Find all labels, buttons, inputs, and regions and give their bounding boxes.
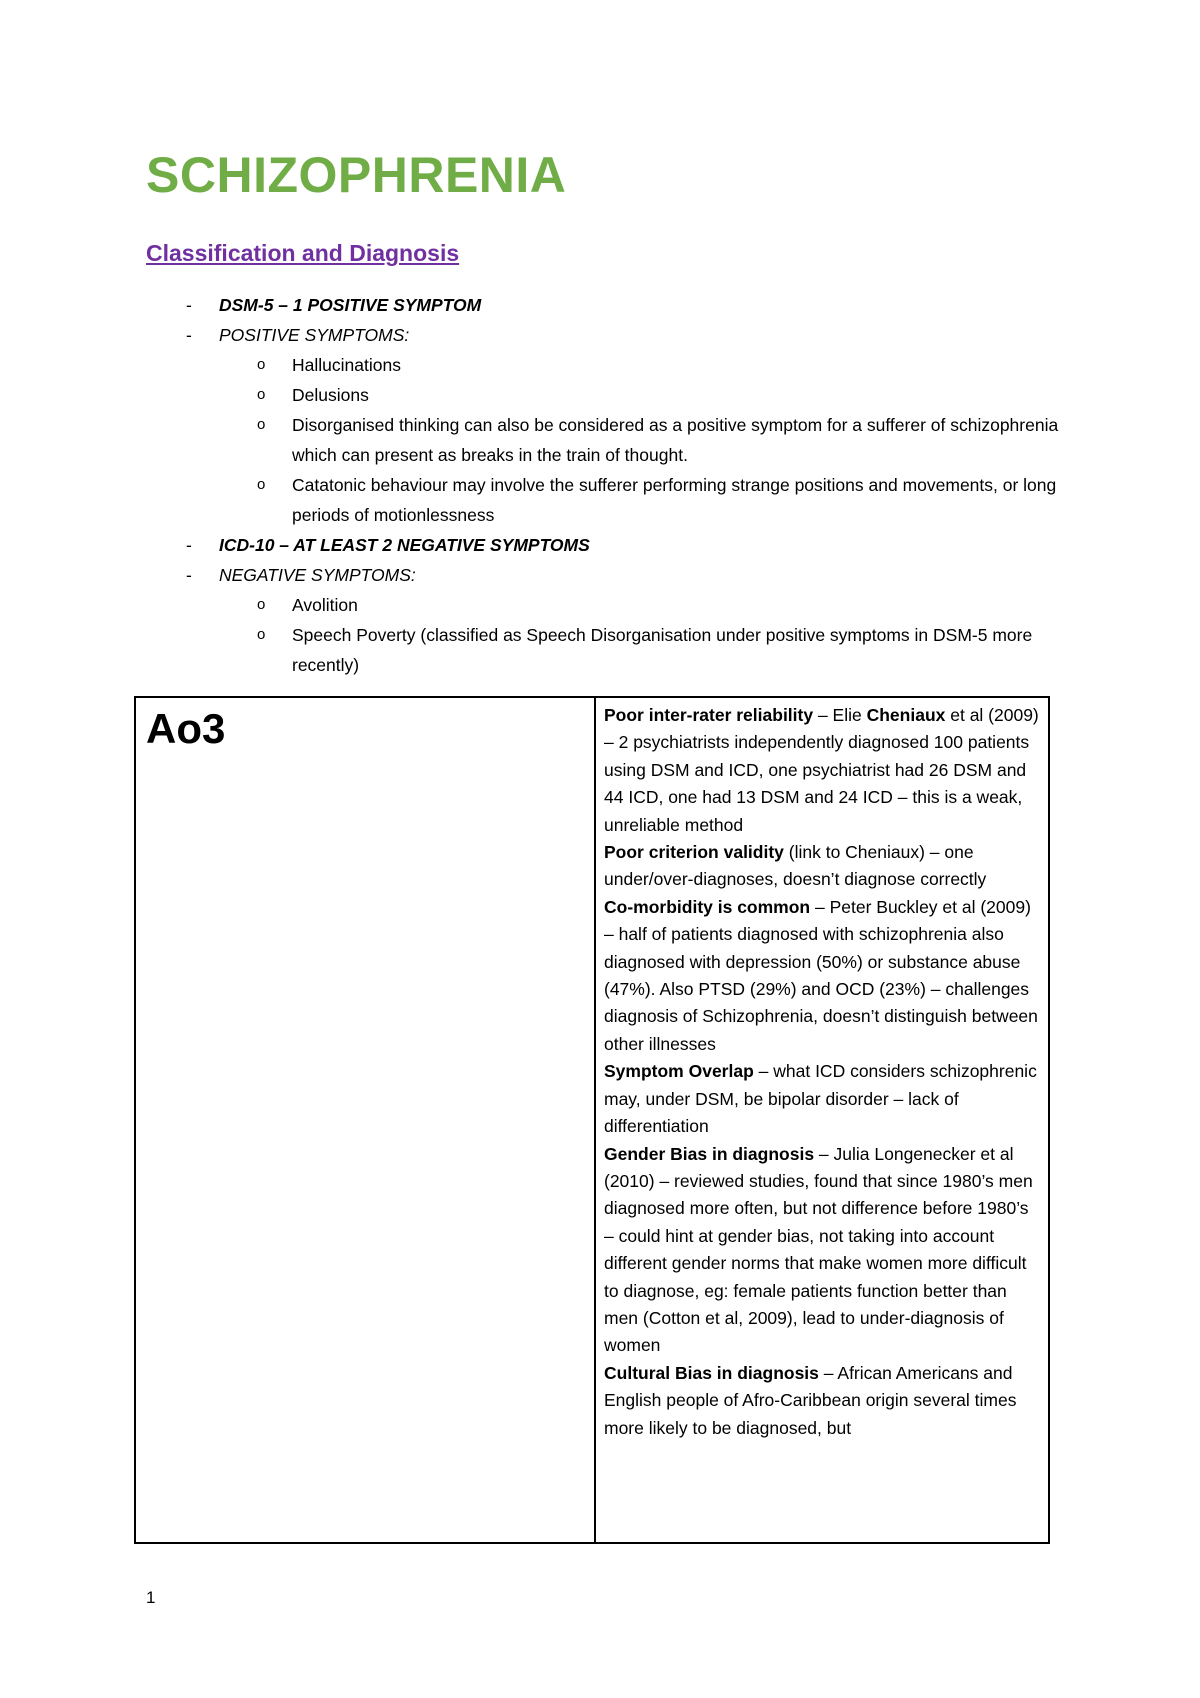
list-item bbox=[0, 380, 1200, 410]
evaluation-point bbox=[604, 894, 1040, 1058]
evaluation-point bbox=[604, 1360, 1040, 1442]
point-heading: Symptom Overlap bbox=[604, 1061, 754, 1082]
page-title: SCHIZOPHRENIA bbox=[146, 147, 567, 203]
point-text: – African Americans and English people of Afro-Caribbean origin several times more likely to be diagnosed, but bbox=[604, 1362, 1017, 1438]
bullet-marker: o bbox=[257, 596, 266, 613]
list-item bbox=[0, 620, 1200, 680]
point-text: – Peter Buckley et al (2009) – half of patients diagnosed with schizophrenia also diagnosed with depression (50%) or substance abuse (47%). Also PTSD (29%) and OCD (23%) – challenges diagnosis of Schizophrenia, doesn’t distinguish between other illnesses bbox=[604, 896, 1038, 1054]
bullet-marker: o bbox=[257, 626, 266, 643]
list-item bbox=[0, 470, 1200, 530]
evaluation-cell bbox=[604, 702, 1040, 1538]
list-item bbox=[0, 320, 1200, 350]
point-text: – Julia Longenecker et al (2010) – reviewed studies, found that since 1980’s men diagnosed more often, but not difference before 1980’s – could hint at gender bias, not taking into account different gender norms that make women more difficult to diagnose, eg: female patients function better than men (Cotton et al, 2009), lead to under-diagnosis of women bbox=[604, 1143, 1033, 1356]
negative-symptom: Avolition bbox=[292, 595, 358, 615]
list-item bbox=[0, 560, 1200, 590]
point-text: – what ICD considers schizophrenic may, under DSM, be bipolar disorder – lack of differentiation bbox=[604, 1061, 1037, 1137]
evaluation-point bbox=[604, 1141, 1040, 1360]
bullet-marker: o bbox=[257, 386, 266, 403]
dash-marker: - bbox=[186, 295, 192, 315]
page-number: 1 bbox=[146, 1588, 156, 1607]
positive-symptom: Catatonic behaviour may involve the sufferer performing strange positions and movements, or long periods of motionlessness bbox=[292, 475, 1057, 525]
symptom-list bbox=[0, 290, 1200, 680]
point-text: – Elie bbox=[813, 705, 867, 725]
evaluation-point bbox=[604, 839, 1040, 894]
point-heading: Co-morbidity is common bbox=[604, 896, 811, 917]
point-heading: Cultural Bias in diagnosis bbox=[604, 1362, 819, 1383]
point-heading: Poor inter-rater reliability bbox=[604, 705, 814, 725]
bullet-marker: o bbox=[257, 416, 266, 433]
icd10-criterion: ICD-10 – AT LEAST 2 NEGATIVE SYMPTOMS bbox=[219, 535, 590, 555]
negative-symptoms-label: NEGATIVE SYMPTOMS: bbox=[219, 565, 416, 585]
bullet-marker: o bbox=[257, 476, 266, 493]
point-name: Cheniaux bbox=[866, 705, 946, 725]
list-item bbox=[0, 590, 1200, 620]
list-item bbox=[0, 410, 1200, 470]
evaluation-table bbox=[134, 696, 1050, 1544]
dash-marker: - bbox=[186, 325, 192, 345]
positive-symptom: Hallucinations bbox=[292, 355, 401, 375]
dash-marker: - bbox=[186, 565, 192, 585]
column-divider bbox=[594, 698, 596, 1542]
list-item bbox=[0, 530, 1200, 560]
bullet-marker: o bbox=[257, 356, 266, 373]
list-item bbox=[0, 350, 1200, 380]
point-heading: Poor criterion validity bbox=[604, 842, 784, 863]
dsm5-criterion: DSM-5 – 1 POSITIVE SYMPTOM bbox=[219, 295, 482, 315]
ao3-heading: Ao3 bbox=[146, 705, 226, 752]
point-text: (link to Cheniaux) – one under/over-diagnoses, doesn’t diagnose correctly bbox=[604, 842, 987, 890]
section-heading: Classification and Diagnosis bbox=[146, 240, 460, 266]
point-heading: Gender Bias in diagnosis bbox=[604, 1143, 815, 1164]
positive-symptom: Delusions bbox=[292, 385, 369, 405]
evaluation-point bbox=[604, 1058, 1040, 1140]
point-text: et al (2009) – 2 psychiatrists independently diagnosed 100 patients using DSM and ICD, one psychiatrist had 26 DSM and 44 ICD, one had 13 DSM and 24 ICD – this is a weak, unreliable method bbox=[604, 705, 1039, 835]
evaluation-point bbox=[604, 702, 1040, 839]
dash-marker: - bbox=[186, 535, 192, 555]
list-item bbox=[0, 290, 1200, 320]
positive-symptom: Disorganised thinking can also be considered as a positive symptom for a sufferer of schizophrenia which can present as breaks in the train of thought. bbox=[292, 415, 1059, 465]
negative-symptom: Speech Poverty (classified as Speech Disorganisation under positive symptoms in DSM-5 more recently) bbox=[292, 625, 1033, 675]
positive-symptoms-label: POSITIVE SYMPTOMS: bbox=[219, 325, 410, 345]
